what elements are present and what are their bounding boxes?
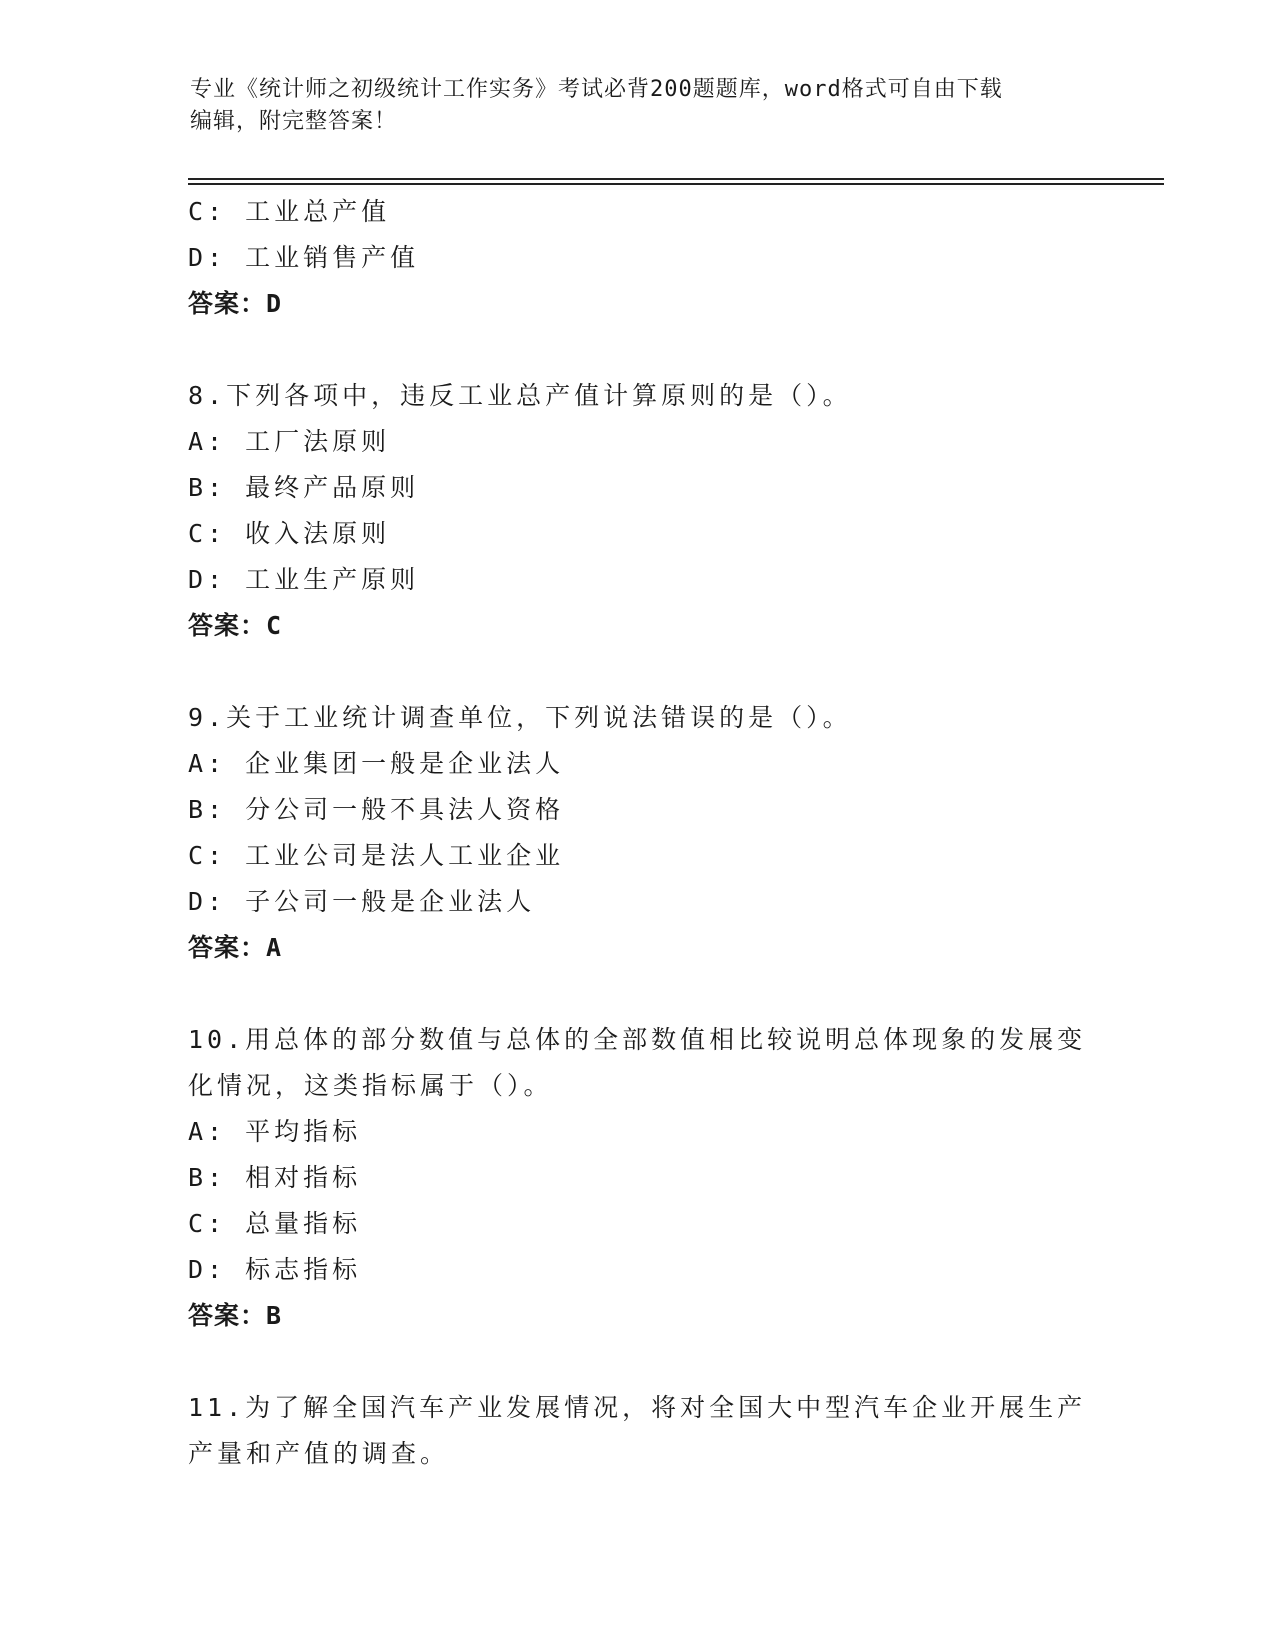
option-d: D: 子公司一般是企业法人 — [188, 887, 536, 916]
spacer — [188, 1339, 1088, 1385]
question-stem-line-1: 11.为了解全国汽车产业发展情况，将对全国大中型汽车企业开展生产 — [188, 1393, 1087, 1422]
spacer — [188, 649, 1088, 695]
option-c: C: 工业公司是法人工业企业 — [188, 841, 565, 870]
question-stem-line-2: 产量和产值的调查。 — [188, 1439, 450, 1468]
question-stem: 8.下列各项中，违反工业总产值计算原则的是（）。 — [188, 381, 852, 410]
question-stem-line-1: 10.用总体的部分数值与总体的全部数值相比较说明总体现象的发展变 — [188, 1025, 1087, 1054]
option-d: D: 标志指标 — [188, 1255, 362, 1284]
header-line-1: 专业《统计师之初级统计工作实务》考试必背200题题库，word格式可自由下载 — [190, 77, 1003, 102]
answer-line: 答案：C — [188, 611, 283, 640]
header-divider-bottom — [188, 183, 1164, 185]
option-a: A: 平均指标 — [188, 1117, 362, 1146]
option-b: B: 最终产品原则 — [188, 473, 420, 502]
option-d: D: 工业销售产值 — [188, 243, 420, 272]
question-9 — [188, 695, 1088, 971]
option-c: C: 总量指标 — [188, 1209, 362, 1238]
answer-line: 答案：A — [188, 933, 283, 962]
question-11 — [188, 1385, 1088, 1477]
option-c: C: 工业总产值 — [188, 197, 391, 226]
header-line-2: 编辑，附完整答案！ — [190, 109, 398, 134]
header-divider-top — [188, 178, 1164, 180]
document-header — [190, 74, 1090, 138]
answer-line: 答案：D — [188, 289, 283, 318]
option-d: D: 工业生产原则 — [188, 565, 420, 594]
option-c: C: 收入法原则 — [188, 519, 391, 548]
question-8 — [188, 373, 1088, 649]
spacer — [188, 971, 1088, 1017]
document-body — [188, 189, 1088, 1477]
spacer — [188, 327, 1088, 373]
question-stem: 9.关于工业统计调查单位，下列说法错误的是（）。 — [188, 703, 852, 732]
question-7-tail — [188, 189, 1088, 327]
answer-line: 答案：B — [188, 1301, 283, 1330]
question-stem-line-2: 化情况，这类指标属于（）。 — [188, 1071, 553, 1100]
question-10 — [188, 1017, 1088, 1339]
option-b: B: 相对指标 — [188, 1163, 362, 1192]
option-a: A: 工厂法原则 — [188, 427, 391, 456]
option-a: A: 企业集团一般是企业法人 — [188, 749, 565, 778]
option-b: B: 分公司一般不具法人资格 — [188, 795, 565, 824]
